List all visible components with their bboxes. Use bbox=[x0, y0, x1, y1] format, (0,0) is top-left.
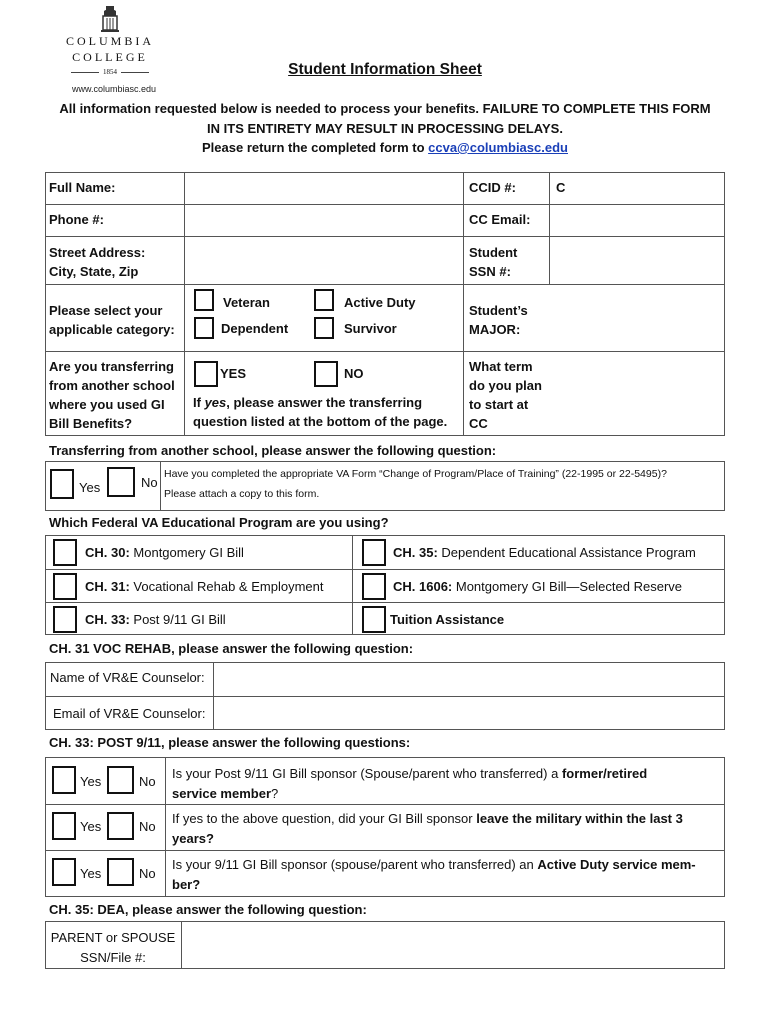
ccid-field[interactable]: C bbox=[556, 180, 566, 195]
intro-line-3-prefix: Please return the completed form to bbox=[202, 140, 429, 155]
ch35-label bbox=[393, 545, 696, 560]
parent-spouse-ssn-label bbox=[46, 928, 180, 968]
transfer-form-yes-label: Yes bbox=[79, 480, 101, 495]
ch31-checkbox[interactable] bbox=[53, 573, 77, 600]
ch1606-checkbox[interactable] bbox=[362, 573, 386, 600]
student-major-field[interactable] bbox=[550, 285, 724, 350]
transfer-note-prefix: If bbox=[193, 395, 205, 410]
q1-text-a: Is your Post 9/11 GI Bill sponsor (Spouse/parent who transferred) a bbox=[172, 766, 562, 781]
ch33-q3-yes-checkbox[interactable] bbox=[52, 858, 76, 886]
student-ssn-field[interactable] bbox=[550, 237, 724, 283]
transfer-no-label: NO bbox=[344, 366, 364, 381]
ch33-label bbox=[85, 612, 226, 627]
ch1606-label bbox=[393, 579, 682, 594]
start-term-field[interactable] bbox=[550, 352, 724, 435]
transfer-note-line1 bbox=[193, 393, 447, 412]
active-duty-checkbox[interactable] bbox=[314, 289, 334, 311]
ch33-question-1 bbox=[172, 764, 720, 804]
ch31-code: CH. 31: bbox=[85, 579, 130, 594]
cc-email-field[interactable] bbox=[550, 205, 724, 235]
survivor-label: Survivor bbox=[344, 321, 397, 336]
program-section-heading: Which Federal VA Educational Program are you using? bbox=[49, 515, 389, 530]
street-address-field[interactable] bbox=[185, 237, 462, 283]
ch33-q2-yes-checkbox[interactable] bbox=[52, 812, 76, 840]
transfer-form-no-checkbox[interactable] bbox=[107, 467, 135, 497]
q3-text-c: ber? bbox=[172, 877, 201, 892]
ch33-q2-yes-label: Yes bbox=[80, 819, 102, 834]
transfer-yes-checkbox[interactable] bbox=[194, 361, 218, 387]
logo-name-line2: COLLEGE bbox=[72, 50, 148, 64]
transfer-question-line1: Have you completed the appropriate VA Form “Change of Program/Place of Training” (22-1995 or 22-5495)? bbox=[164, 468, 667, 480]
ch33-q1-no-checkbox[interactable] bbox=[107, 766, 134, 794]
ch31-name: Vocational Rehab & Employment bbox=[129, 579, 324, 594]
ch33-q1-yes-label: Yes bbox=[80, 774, 102, 789]
ch30-code: CH. 30: bbox=[85, 545, 130, 560]
tuition-assistance-checkbox[interactable] bbox=[362, 606, 386, 633]
veteran-label: Veteran bbox=[223, 295, 270, 310]
category-label bbox=[49, 301, 175, 339]
q1-text-d: ? bbox=[271, 786, 279, 801]
ch35-code: CH. 35: bbox=[393, 545, 438, 560]
ch33-q1-yes-checkbox[interactable] bbox=[52, 766, 76, 794]
ch35-section-heading: CH. 35: DEA, please answer the following question: bbox=[49, 902, 367, 917]
counselor-email-label: Email of VR&E Counselor: bbox=[53, 706, 206, 721]
q2-text-b: leave the military within the last 3 bbox=[476, 811, 683, 826]
transfer-label-line1: Are you transferring bbox=[49, 359, 174, 374]
transferring-label bbox=[49, 357, 175, 433]
dependent-label: Dependent bbox=[221, 321, 289, 336]
ccid-label: CCID #: bbox=[469, 180, 516, 195]
ch31-label bbox=[85, 579, 323, 594]
full-name-field[interactable] bbox=[185, 173, 462, 203]
ch31-section-heading: CH. 31 VOC REHAB, please answer the following question: bbox=[49, 641, 414, 656]
transfer-form-yes-checkbox[interactable] bbox=[50, 469, 74, 499]
transfer-label-line4: Bill Benefits? bbox=[49, 416, 133, 431]
phone-field[interactable] bbox=[185, 205, 462, 235]
q3-text-a: Is your 9/11 GI Bill sponsor (spouse/parent who transferred) an bbox=[172, 857, 538, 872]
street-label-line1: Street Address: bbox=[49, 245, 146, 260]
logo-name-line1: COLUMBIA bbox=[65, 34, 154, 48]
intro-line-3 bbox=[0, 140, 770, 155]
tuition-assistance-code: Tuition Assistance bbox=[390, 612, 505, 627]
transfer-label-line3: where you used GI bbox=[49, 397, 165, 412]
transfer-note-em: yes bbox=[204, 395, 227, 410]
parent-spouse-ssn-field[interactable] bbox=[182, 922, 724, 968]
q1-text-c: service member bbox=[172, 786, 272, 801]
full-name-label: Full Name: bbox=[49, 180, 116, 195]
transfer-question-line2: Please attach a copy to this form. bbox=[164, 488, 320, 500]
term-label-line1: What term bbox=[469, 359, 533, 374]
transfer-label-line2: from another school bbox=[49, 378, 175, 393]
category-label-line2: applicable category: bbox=[49, 322, 175, 337]
major-label-line2: MAJOR: bbox=[469, 322, 521, 337]
ch33-q3-no-checkbox[interactable] bbox=[107, 858, 134, 886]
ch1606-code: CH. 1606: bbox=[393, 579, 453, 594]
ssn-label-line1: Student bbox=[469, 245, 518, 260]
page-title: Student Information Sheet bbox=[288, 61, 482, 78]
counselor-email-field[interactable] bbox=[214, 697, 724, 729]
term-label-line4: CC bbox=[469, 416, 488, 431]
transfer-yes-label: YES bbox=[220, 366, 247, 381]
category-label-line1: Please select your bbox=[49, 303, 163, 318]
veteran-checkbox[interactable] bbox=[194, 289, 214, 311]
ch1606-name: Montgomery GI Bill—Selected Reserve bbox=[452, 579, 683, 594]
transfer-section-heading: Transferring from another school, please answer the following question: bbox=[49, 443, 497, 458]
q2-text-a: If yes to the above question, did your GI Bill sponsor bbox=[172, 811, 477, 826]
street-address-label bbox=[49, 243, 145, 281]
student-major-label bbox=[469, 301, 528, 339]
ch33-q3-yes-label: Yes bbox=[80, 866, 102, 881]
q1-text-b: former/retired bbox=[561, 766, 648, 781]
ch33-question-3 bbox=[172, 855, 720, 895]
counselor-name-field[interactable] bbox=[214, 663, 724, 695]
ch33-q1-no-label: No bbox=[139, 774, 156, 789]
transfer-note-line2: question listed at the bottom of the page. bbox=[193, 414, 448, 429]
ch33-q2-no-label: No bbox=[139, 819, 156, 834]
return-email-link[interactable]: ccva@columbiasc.edu bbox=[428, 140, 568, 155]
building-icon bbox=[64, 4, 156, 34]
ch35-label-line1: PARENT or SPOUSE bbox=[50, 930, 176, 945]
cc-email-label: CC Email: bbox=[469, 212, 531, 227]
transfer-note bbox=[193, 393, 447, 431]
term-label-line2: do you plan bbox=[469, 378, 542, 393]
dependent-checkbox[interactable] bbox=[194, 317, 214, 339]
ch33-code: CH. 33: bbox=[85, 612, 130, 627]
ssn-label-line2: SSN #: bbox=[469, 264, 511, 279]
start-term-label bbox=[469, 357, 542, 433]
major-label-line1: Student’s bbox=[469, 303, 528, 318]
tuition-assistance-label bbox=[390, 612, 504, 627]
ch30-label bbox=[85, 545, 244, 560]
ch33-q3-no-label: No bbox=[139, 866, 156, 881]
ch33-checkbox[interactable] bbox=[53, 606, 77, 633]
ch35-label-line2: SSN/File #: bbox=[80, 950, 146, 965]
ch30-checkbox[interactable] bbox=[53, 539, 77, 566]
intro-line-2: IN ITS ENTIRETY MAY RESULT IN PROCESSING DELAYS. bbox=[207, 121, 563, 136]
street-label-line2: City, State, Zip bbox=[49, 264, 139, 279]
term-label-line3: to start at bbox=[469, 397, 529, 412]
active-duty-label: Active Duty bbox=[344, 295, 416, 310]
ch30-name: Montgomery GI Bill bbox=[129, 545, 244, 560]
website-text: www.columbiasc.edu bbox=[72, 84, 157, 94]
transfer-no-checkbox[interactable] bbox=[314, 361, 338, 387]
q2-text-c: years? bbox=[172, 831, 214, 846]
ch33-section-heading: CH. 33: POST 9/11, please answer the following questions: bbox=[49, 735, 411, 750]
ch35-name: Dependent Educational Assistance Program bbox=[437, 545, 696, 560]
ch33-name: Post 9/11 GI Bill bbox=[129, 612, 226, 627]
transfer-note-suffix: , please answer the transferring bbox=[226, 395, 423, 410]
transfer-form-no-label: No bbox=[141, 475, 158, 490]
phone-label: Phone #: bbox=[49, 212, 104, 227]
student-ssn-label bbox=[469, 243, 517, 281]
survivor-checkbox[interactable] bbox=[314, 317, 334, 339]
ch33-q2-no-checkbox[interactable] bbox=[107, 812, 134, 840]
intro-line-1: All information requested below is needed to process your benefits. FAILURE TO COMPLETE THIS FORM bbox=[59, 101, 711, 116]
q3-text-b: Active Duty service mem- bbox=[537, 857, 696, 872]
ch33-question-2 bbox=[172, 809, 720, 849]
ch35-checkbox[interactable] bbox=[362, 539, 386, 566]
logo-year: 1854 bbox=[103, 68, 117, 76]
counselor-name-label: Name of VR&E Counselor: bbox=[50, 670, 205, 685]
